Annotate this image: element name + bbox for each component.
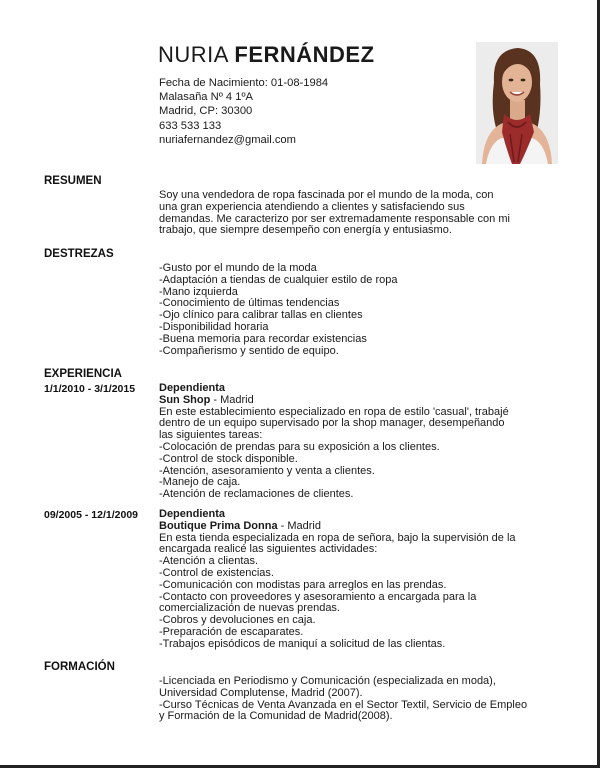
candidate-name [158,42,375,68]
job-employer [159,395,559,407]
education-line: -Licenciada en Periodismo y Comunicación (especializada en moda), [159,675,496,687]
job-line: las siguientes tareas: [159,429,263,442]
company-name: Boutique Prima Donna [159,519,278,532]
first-name: NURIA [158,42,228,67]
skill-item: -Mano izquierda [159,285,238,298]
job-location: - Madrid [277,519,321,532]
job-line: dentro de un equipo supervisado por la shop manager, desempeñando [159,417,505,430]
skill-item: -Conocimiento de últimas tendencias [159,297,340,310]
job-line: En este establecimiento especializado en ropa de estilo 'casual', trabajé [159,405,509,418]
job-line: -Atención de reclamaciones de clientes. [159,488,354,501]
job-entry [159,509,559,651]
education-line: Universidad Complutense, Madrid (2007). [159,686,363,699]
last-name: FERNÁNDEZ [234,42,375,67]
job-location: - Madrid [210,393,254,406]
education-line: -Curso Técnicas de Venta Avanzada en el Sector Textil, Servicio de Empleo [159,698,528,711]
job-line: -Contacto con proveedores y asesoramiento a encargada para la [159,590,477,603]
birth-date: Fecha de Nacimiento: 01-08-1984 [159,77,329,89]
job-line: -Colocación de prendas para su exposición a los clientes. [159,440,440,453]
skill-item: -Compañerismo y sentido de equipo. [159,344,339,357]
resumen-line: Soy una vendedora de ropa fascinada por el mundo de la moda, con [159,189,494,201]
skill-item: -Adaptación a tiendas de cualquier estilo de ropa [159,273,398,286]
profile-photo [476,42,558,164]
job-line: encargada realicé las siguientes actividades: [159,543,378,556]
job-line: -Atención, asesoramiento y venta a clientes. [159,464,375,477]
job-position: Dependienta [159,508,226,520]
job-line: -Trabajos episódicos de maniquí a solicitud de las clientas. [159,637,446,650]
portrait-image [476,42,558,164]
resumen-line: trabajo, que siempre desempeño con energía y entusiasmo. [159,224,452,237]
skill-item: -Disponibilidad horaria [159,320,269,333]
job-employer [159,521,559,533]
resumen-line: demandas. Me caracterizo por ser extremadamente responsable con mi [159,212,510,225]
job-line: -Preparación de escaparates. [159,625,304,638]
job-dates: 09/2005 - 12/1/2009 [44,509,138,521]
job-line: -Comunicación con modistas para arreglos en las prendas. [159,578,447,591]
phone: 633 533 133 [159,119,222,132]
job-line: -Cobros y devoluciones en caja. [159,614,316,627]
skill-item: -Buena memoria para recordar existencias [159,332,367,345]
job-dates: 1/1/2010 - 3/1/2015 [44,383,136,395]
job-line: -Atención a clientas. [159,555,259,568]
address-city: Madrid, CP: 30300 [159,105,253,118]
resumen-text [159,190,559,237]
education-line: y Formación de la Comunidad de Madrid(2008). [159,710,393,723]
address-street: Malasaña Nº 4 1ºA [159,91,253,104]
formacion-list [159,676,559,723]
job-entry [159,383,559,501]
section-title-experiencia: EXPERIENCIA [44,368,122,380]
job-line: -Manejo de caja. [159,476,241,489]
company-name: Sun Shop [159,393,211,406]
contact-info [159,76,328,147]
job-position: Dependienta [159,382,226,394]
job-line: En esta tienda especializada en ropa de señora, bajo la supervisión de la [159,531,516,544]
job-line: -Control de stock disponible. [159,452,298,465]
section-title-formacion: FORMACIÓN [44,661,115,673]
section-title-resumen: RESUMEN [44,175,102,187]
section-title-destrezas: DESTREZAS [44,248,114,260]
email: nuriafernandez@gmail.com [159,133,296,146]
skill-item: -Ojo clínico para calibrar tallas en clientes [159,309,363,322]
skill-item: -Gusto por el mundo de la moda [159,262,317,274]
job-line: comercialización de nuevas prendas. [159,602,340,615]
destrezas-list [159,263,559,357]
resumen-line: una gran experiencia atendiendo a clientes y satisfaciendo sus [159,200,465,213]
job-line: -Control de existencias. [159,566,274,579]
